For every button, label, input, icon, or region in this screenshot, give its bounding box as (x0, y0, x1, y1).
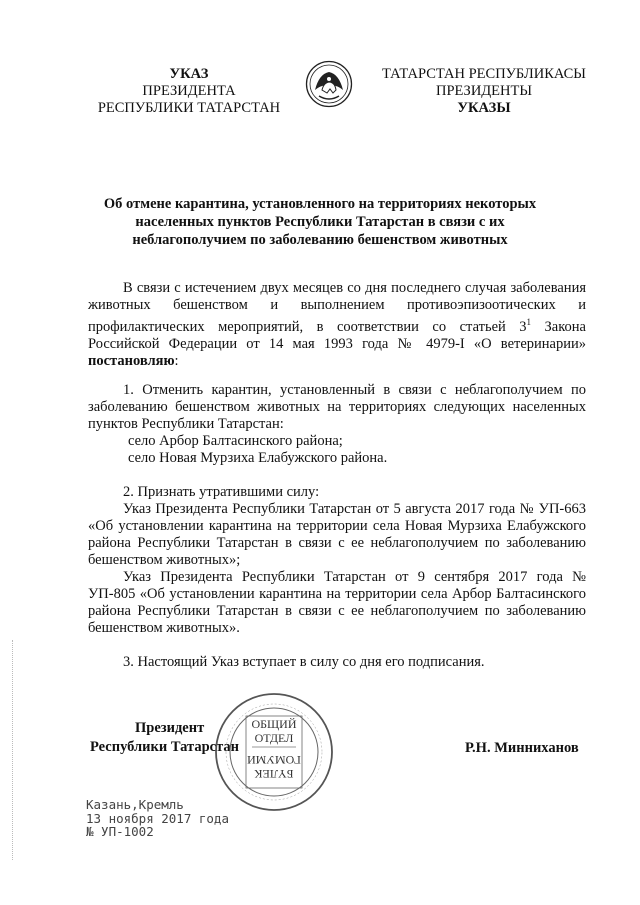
item-2-decree-2: Указ Президента Республики Татарстан от 9 сентября 2017 года № УП-805 «Об установлении карантина на территории села Арбор Балтасинского района Республики Татарстан в связи с ее неблагополучием по заболеванию бешенством животных». (88, 569, 586, 636)
margin-dotted-line (12, 640, 14, 860)
footer-date: 13 ноября 2017 года (86, 810, 229, 826)
item-1-text: 1. Отменить карантин, установленный в связи с неблагополучием по заболеванию бешенством животных на территориях следующих населенных пунктов Республики Татарстан: (88, 382, 586, 432)
preamble-text-2: Закона Российской Федерации от 14 мая 1993 года № 4979-I «О ветеринарии» (88, 318, 586, 352)
item-1-place-1: село Арбор Балтасинского района; (128, 433, 343, 449)
title-line-1: Об отмене карантина, установленного на территориях некоторых (103, 196, 537, 212)
item-3 (88, 654, 586, 671)
title-line-2: населенных пунктов Республики Татарстан в связи с их (135, 214, 505, 230)
item-3-text: 3. Настоящий Указ вступает в силу со дня его подписания. (123, 654, 485, 670)
coat-of-arms-emblem-icon (305, 60, 353, 108)
preamble-colon: : (174, 352, 179, 369)
preamble (88, 280, 586, 370)
footer-number: № УП-1002 (86, 824, 154, 839)
preamble-sup: 1 (526, 317, 532, 327)
header-left (85, 66, 293, 117)
preamble-bold: постановляю (88, 352, 175, 369)
footer-block (86, 798, 229, 839)
decree-title (90, 195, 550, 249)
item-2-text: 2. Признать утратившими силу: (123, 484, 320, 500)
preamble-text: В связи с истечением двух месяцев со дня последнего случая заболевания животных бешенством и выполнением противоэпизоотических и профилактических мероприятий, в соответствии со статьей 3 (88, 280, 586, 335)
header-right (372, 66, 596, 117)
header-right-line-2: ПРЕЗИДЕНТЫ (435, 83, 533, 99)
stamp-text-3: БҮЛЕК (254, 767, 294, 781)
header-left-line-2: ПРЕЗИДЕНТА (142, 83, 236, 99)
stamp-text-1: ОБЩИЙ (251, 717, 297, 731)
signature-position-1: Президент (135, 720, 205, 736)
stamp-text-4: ГОМУМИ (247, 753, 301, 767)
signature-name: Р.Н. Минниханов (465, 740, 579, 756)
signature-position-2: Республики Татарстан (90, 739, 239, 755)
item-1-place-2: село Новая Мурзиха Елабужского района. (128, 450, 388, 466)
header-left-line-1: УКАЗ (169, 66, 209, 82)
stamp-text-2: ОТДЕЛ (254, 731, 294, 745)
item-2-decree-1: Указ Президента Республики Татарстан от 5 августа 2017 года № УП-663 «Об установлении карантина на территории села Новая Мурзиха Елабужского района Республики Татарстан в связи с ее неблагополучием по заболеванию бешенством животных»; (88, 501, 586, 568)
header-right-line-1: ТАТАРСТАН РЕСПУБЛИКАСЫ (382, 66, 586, 82)
item-1 (88, 382, 586, 467)
header-right-line-3: УКАЗЫ (457, 100, 511, 116)
footer-place: Казань,Кремль (86, 797, 184, 812)
item-2 (88, 484, 586, 637)
header-left-line-3: РЕСПУБЛИКИ ТАТАРСТАН (97, 100, 281, 116)
title-line-3: неблагополучием по заболеванию бешенством животных (132, 232, 508, 248)
official-stamp-seal (212, 690, 336, 814)
